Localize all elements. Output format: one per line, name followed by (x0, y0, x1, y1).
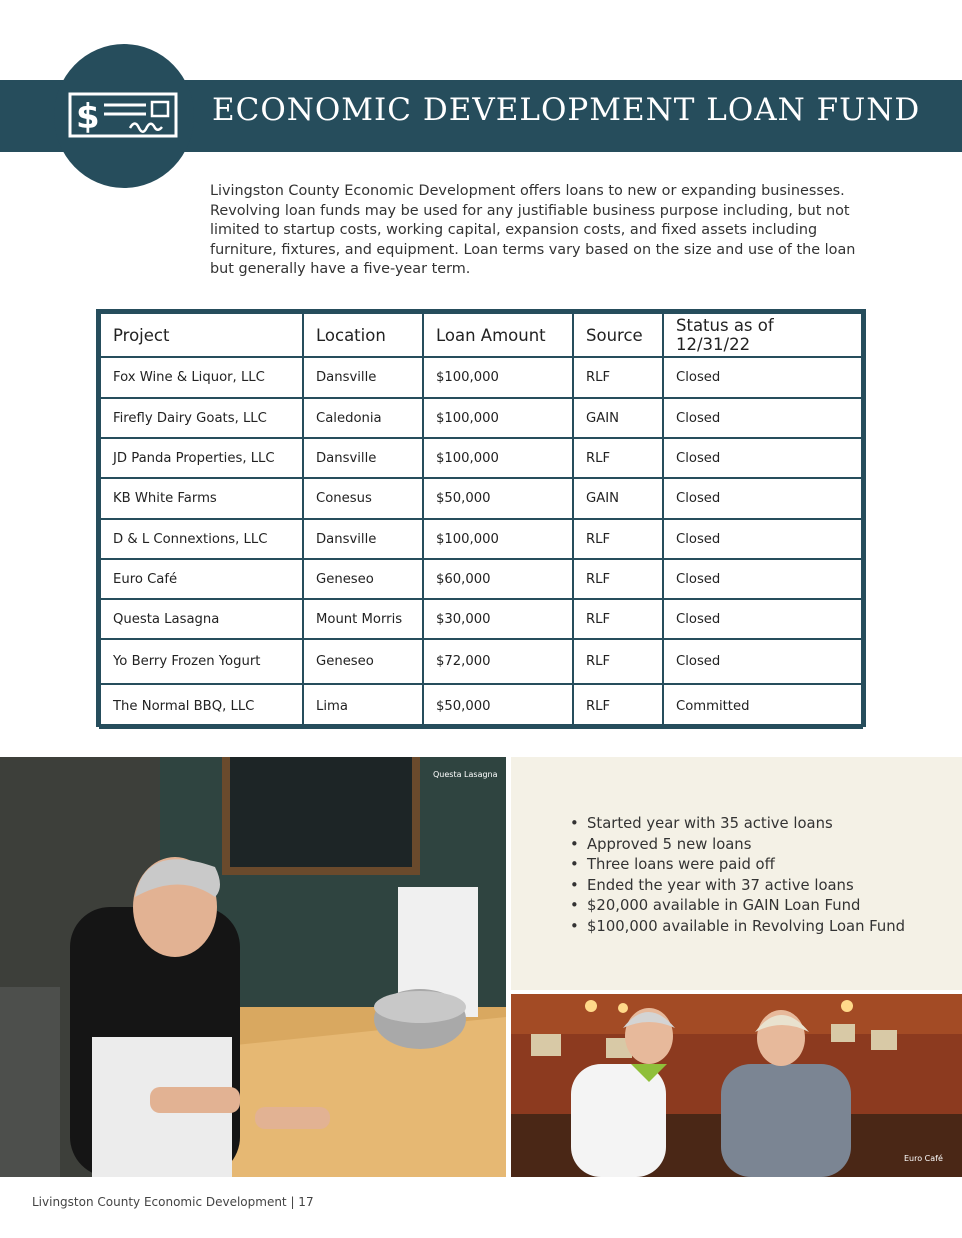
stat-item: • Started year with 35 active loans (570, 814, 905, 835)
cell-status: Closed (663, 599, 862, 639)
cell-location: Dansville (303, 357, 423, 398)
cell-project: The Normal BBQ, LLC (100, 684, 303, 728)
cell-status: Closed (663, 639, 862, 684)
svg-text:$: $ (76, 97, 100, 137)
chef-illustration (0, 757, 506, 1177)
table-row (100, 438, 862, 478)
loan-table (96, 309, 866, 727)
stat-item: • Ended the year with 37 active loans (570, 876, 905, 897)
table-row (100, 398, 862, 438)
page-title: ECONOMIC DEVELOPMENT LOAN FUND (212, 92, 921, 128)
cell-source: RLF (573, 639, 663, 684)
owners-illustration (511, 994, 962, 1177)
table-row (100, 599, 862, 639)
cell-project: JD Panda Properties, LLC (100, 438, 303, 478)
column-header: Project (100, 313, 303, 357)
cell-location: Geneseo (303, 639, 423, 684)
cell-loan-amount: $100,000 (423, 519, 573, 559)
stat-item: • Approved 5 new loans (570, 835, 905, 856)
cell-loan-amount: $72,000 (423, 639, 573, 684)
cell-source: RLF (573, 559, 663, 599)
column-header: Status as of 12/31/22 (663, 313, 862, 357)
cell-location: Dansville (303, 519, 423, 559)
cell-source: RLF (573, 684, 663, 728)
questa-lasagna-photo (0, 757, 506, 1177)
column-header: Source (573, 313, 663, 357)
cell-loan-amount: $60,000 (423, 559, 573, 599)
cell-loan-amount: $50,000 (423, 684, 573, 728)
cell-location: Mount Morris (303, 599, 423, 639)
cell-loan-amount: $100,000 (423, 398, 573, 438)
stat-item: • Three loans were paid off (570, 855, 905, 876)
cell-source: RLF (573, 438, 663, 478)
cell-project: Firefly Dairy Goats, LLC (100, 398, 303, 438)
cell-status: Closed (663, 519, 862, 559)
cell-location: Caledonia (303, 398, 423, 438)
cell-loan-amount: $50,000 (423, 478, 573, 519)
cell-loan-amount: $100,000 (423, 438, 573, 478)
cell-source: RLF (573, 357, 663, 398)
cell-status: Closed (663, 478, 862, 519)
cell-source: RLF (573, 599, 663, 639)
cell-project: Yo Berry Frozen Yogurt (100, 639, 303, 684)
cell-loan-amount: $100,000 (423, 357, 573, 398)
cell-location: Conesus (303, 478, 423, 519)
cell-project: Fox Wine & Liquor, LLC (100, 357, 303, 398)
cell-source: GAIN (573, 478, 663, 519)
table-row (100, 684, 862, 728)
cell-status: Closed (663, 438, 862, 478)
cell-location: Dansville (303, 438, 423, 478)
intro-paragraph: Livingston County Economic Development offers loans to new or expanding businesses. Revolving loan funds may be used for any justifiable business purpose including, but not limited to startup costs, working capital, expansion costs, and fixed assets including furniture, fixtures, and equipment. Loan terms vary based on the size and use of the loan but generally have a five-year term. (210, 183, 856, 278)
column-header: Location (303, 313, 423, 357)
table-header-row (100, 313, 862, 357)
check-dollar-icon (68, 92, 178, 138)
cell-loan-amount: $30,000 (423, 599, 573, 639)
cell-location: Geneseo (303, 559, 423, 599)
table-row (100, 639, 862, 684)
cell-location: Lima (303, 684, 423, 728)
cell-project: Questa Lasagna (100, 599, 303, 639)
table-row (100, 559, 862, 599)
page-footer: Livingston County Economic Development | 17 (32, 1195, 314, 1209)
cell-project: D & L Connextions, LLC (100, 519, 303, 559)
table-row (100, 357, 862, 398)
cell-source: RLF (573, 519, 663, 559)
stat-item: • $20,000 available in GAIN Loan Fund (570, 896, 905, 917)
euro-cafe-photo (511, 994, 962, 1177)
photo-caption-right: Euro Café (904, 1154, 943, 1163)
cell-status: Committed (663, 684, 862, 728)
cell-project: Euro Café (100, 559, 303, 599)
stats-panel (511, 757, 962, 990)
stat-item: • $100,000 available in Revolving Loan Fund (570, 917, 905, 938)
stats-list (570, 814, 905, 938)
column-header: Loan Amount (423, 313, 573, 357)
cell-source: GAIN (573, 398, 663, 438)
photo-caption-left: Questa Lasagna (433, 770, 498, 779)
cell-status: Closed (663, 559, 862, 599)
cell-project: KB White Farms (100, 478, 303, 519)
cell-status: Closed (663, 398, 862, 438)
cell-status: Closed (663, 357, 862, 398)
table-row (100, 478, 862, 519)
table-row (100, 519, 862, 559)
